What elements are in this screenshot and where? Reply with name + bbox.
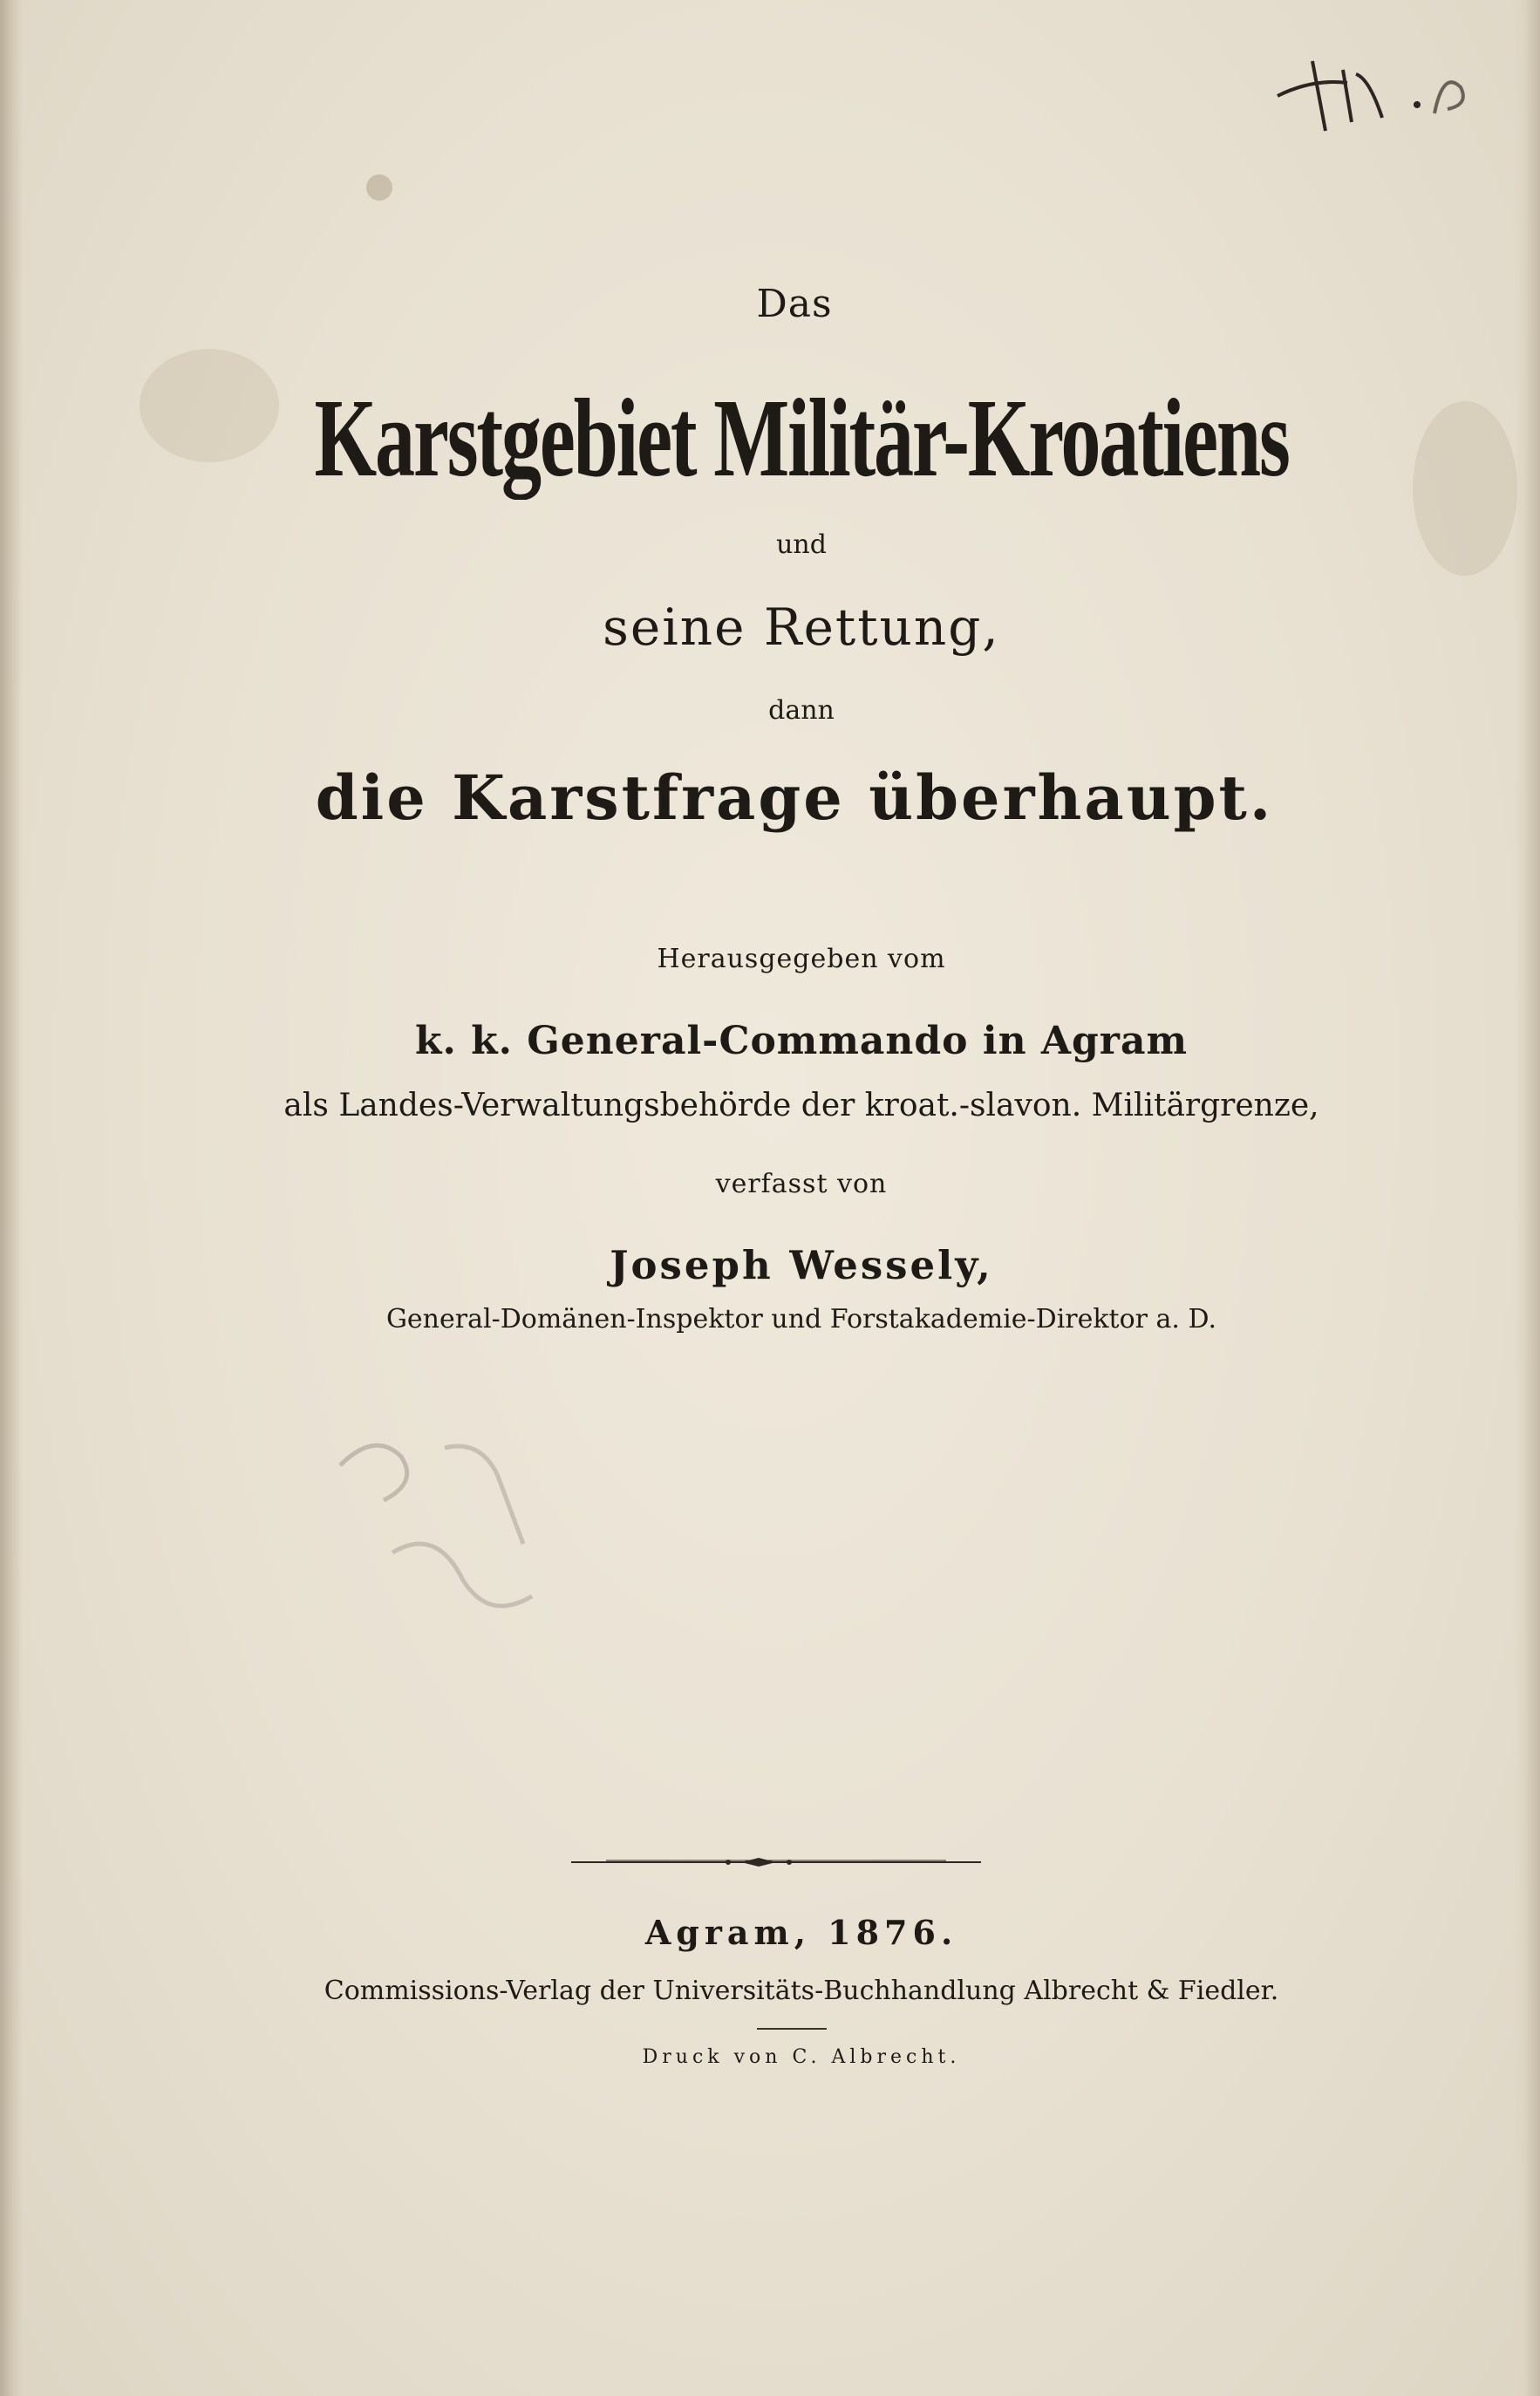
main-title: Karstgebiet Militär-Kroatiens [314, 376, 1289, 500]
handwritten-shelfmark [1260, 35, 1496, 140]
connector-dann: dann [768, 695, 835, 726]
paper-stain [366, 174, 392, 201]
page-edge-left [0, 0, 23, 2396]
publisher-intro: Herausgegeben vom [657, 944, 946, 974]
publisher-name: k. k. General-Commando in Agram [414, 1019, 1189, 1063]
short-divider [757, 2028, 827, 2030]
place-year: Agram, 1876. [644, 1913, 958, 1952]
subtitle-rettung: seine Rettung, [603, 597, 1000, 657]
publisher-role: als Landes-Verwaltungsbehörde der kroat.-slavon. Militärgrenze, [283, 1088, 1319, 1123]
commission-publisher: Commissions-Verlag der Universitäts-Buchhandlung Albrecht & Fiedler. [324, 1976, 1279, 2006]
faint-pencil-note [323, 1396, 610, 1657]
author-intro: verfasst von [715, 1169, 888, 1199]
ornamental-rule [571, 1851, 990, 1874]
author-name: Joseph Wessely, [610, 1242, 993, 1288]
subtitle-karstfrage: die Karstfrage überhaupt. [315, 761, 1274, 834]
author-title: General-Domänen-Inspektor und Forstakademie-Direktor a. D. [385, 1304, 1217, 1335]
title-article: Das [756, 282, 833, 326]
page-edge-right [1514, 0, 1540, 2396]
printer-line: Druck von C. Albrecht. [642, 2046, 961, 2068]
connector-und: und [776, 529, 827, 560]
